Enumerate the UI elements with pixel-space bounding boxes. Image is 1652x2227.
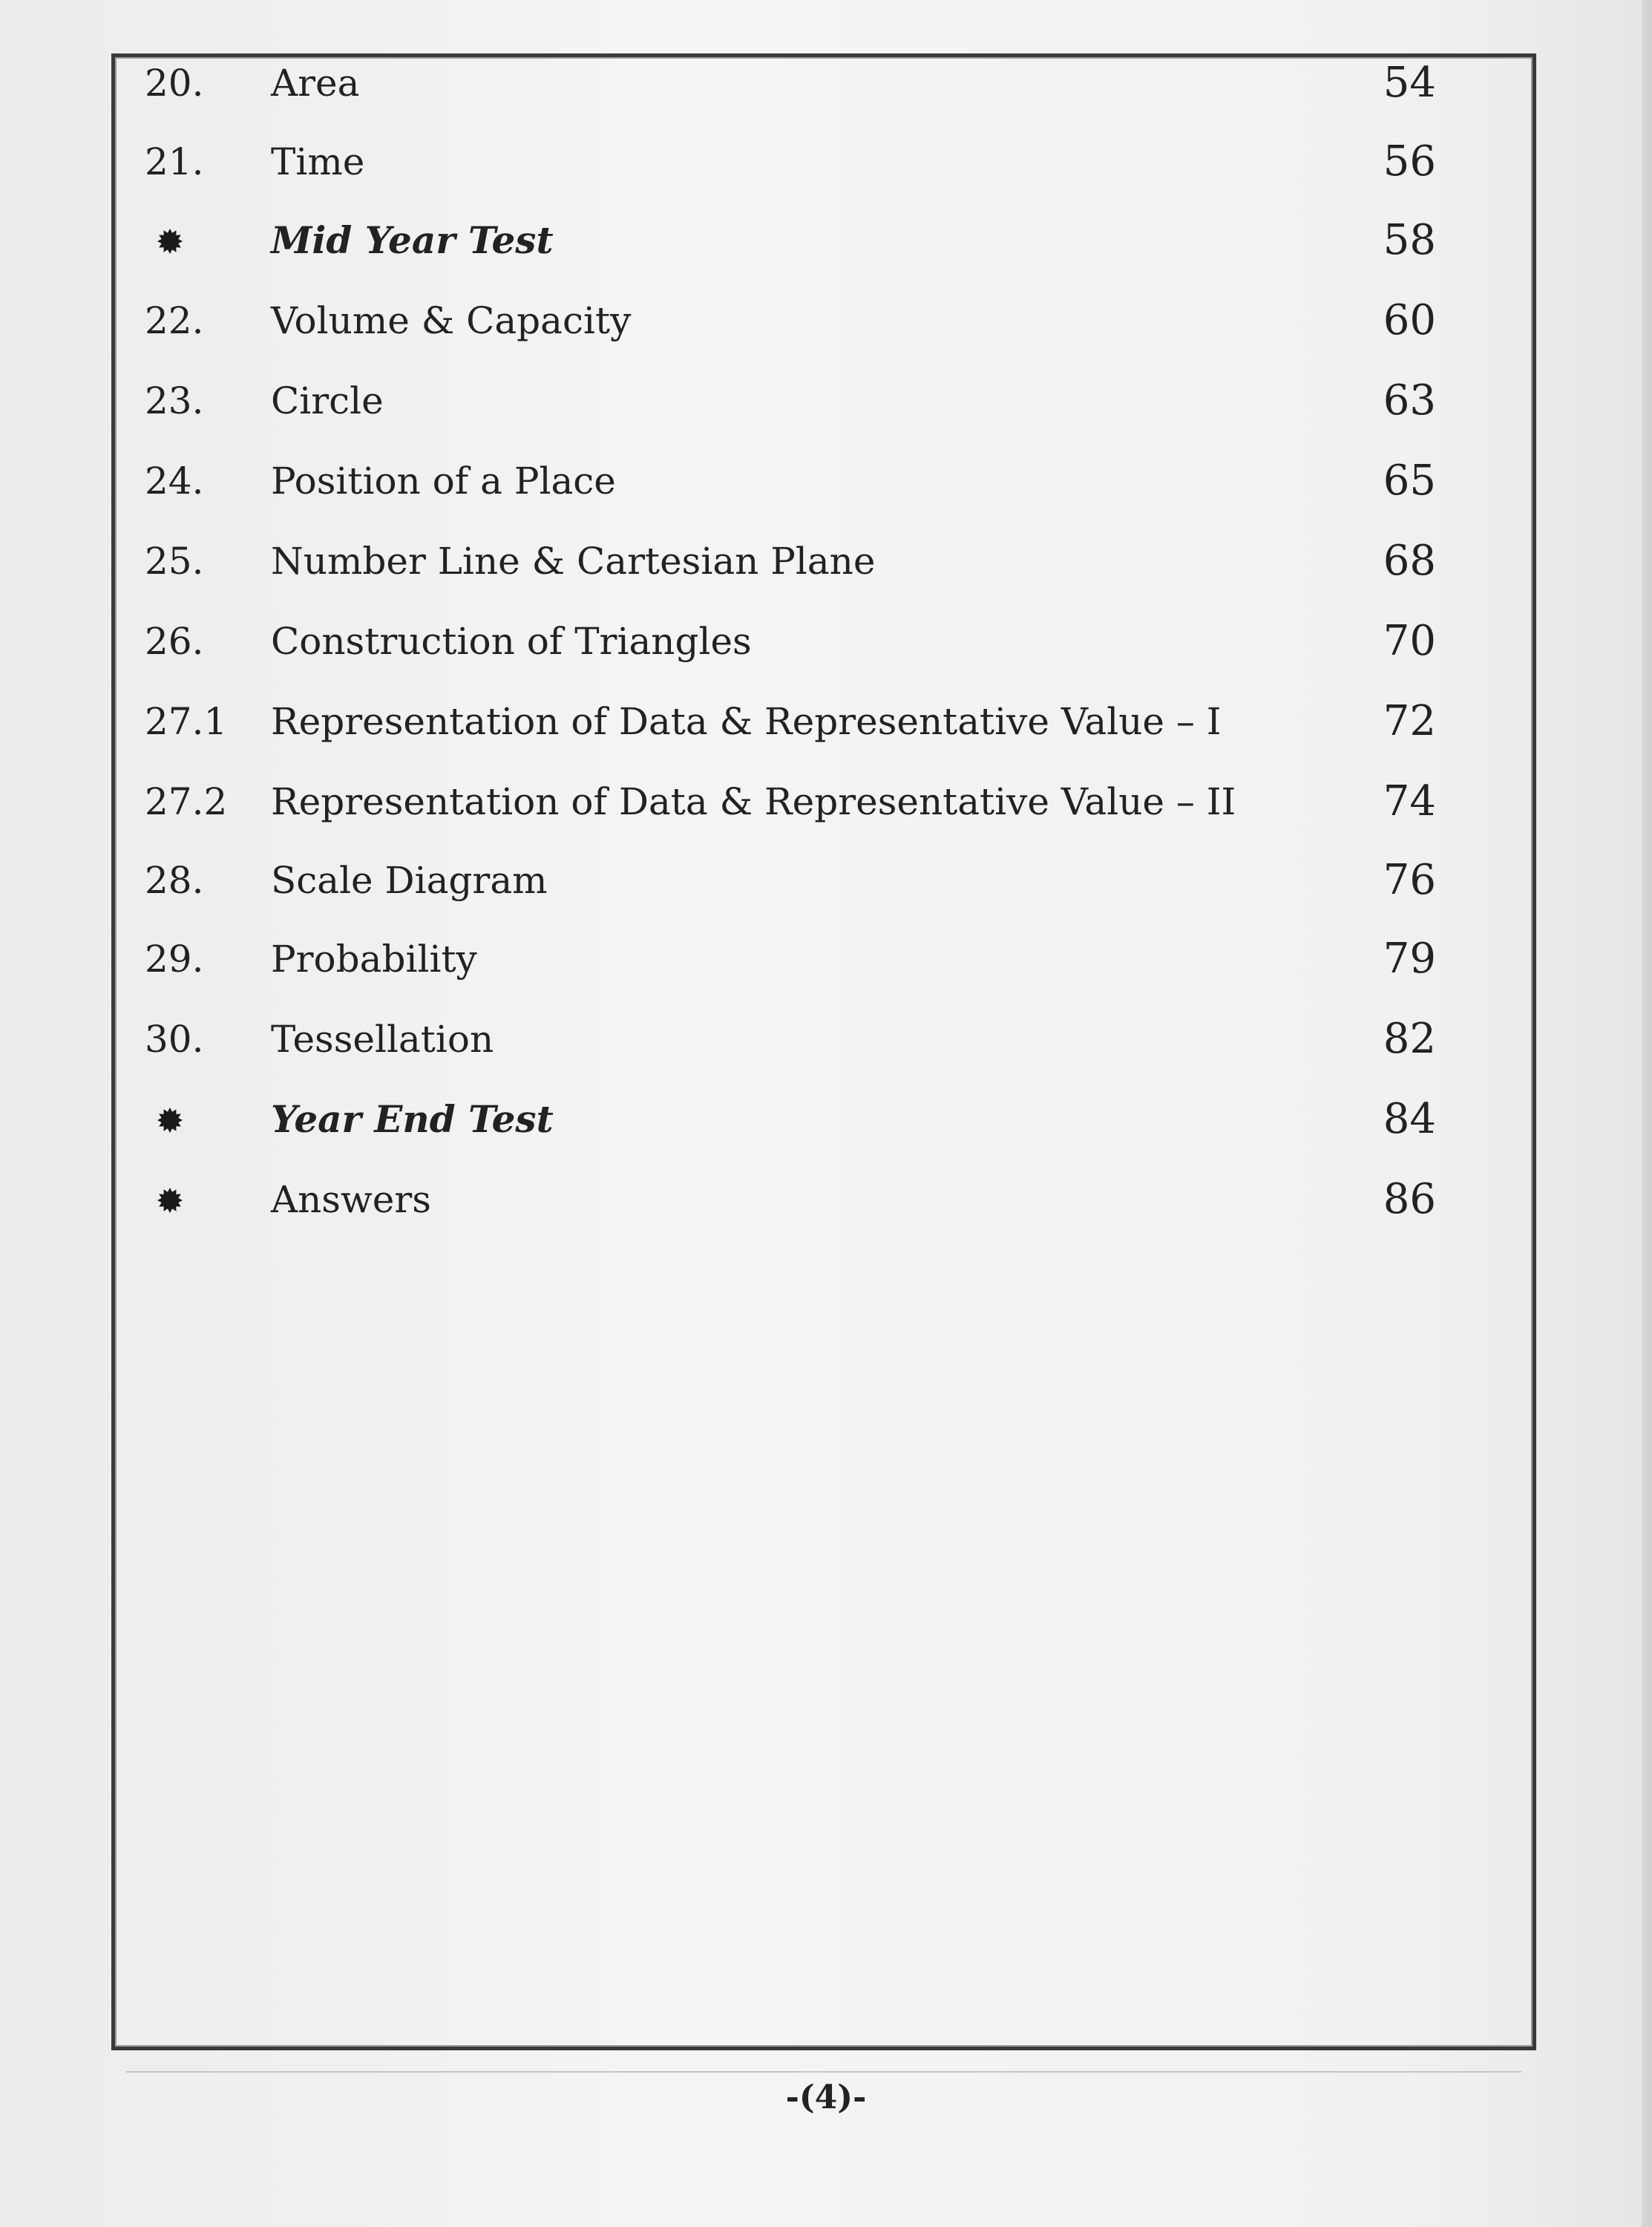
toc-entry: [115, 1006, 1533, 1073]
toc-entry-number: 27.2: [145, 780, 228, 823]
toc-entry-page: 79: [1383, 935, 1436, 983]
toc-entry: [115, 128, 1533, 195]
toc-entry-title: Number Line & Cartesian Plane: [271, 540, 876, 583]
toc-entry: [115, 926, 1533, 992]
toc-entry-page: 58: [1383, 216, 1436, 264]
starburst-bullet-icon: [157, 1187, 183, 1214]
toc-entry-title: Representation of Data & Representative Value – II: [271, 780, 1236, 823]
table-of-contents-frame: [111, 53, 1536, 2050]
toc-entry-page: 56: [1383, 137, 1436, 186]
toc-entry-number: 27.1: [145, 700, 228, 743]
toc-entry-page: 82: [1383, 1015, 1436, 1063]
toc-entry: [115, 1086, 1533, 1153]
toc-entry: [115, 608, 1533, 675]
toc-entry-number: 29.: [145, 938, 204, 981]
toc-entry: [115, 528, 1533, 595]
toc-entry: [115, 207, 1533, 274]
toc-entry-number: 22.: [145, 299, 204, 342]
toc-entry-title: Mid Year Test: [271, 218, 554, 262]
toc-entry-page: 74: [1383, 777, 1436, 825]
page-number: -(4)-: [785, 2079, 867, 2116]
toc-entry-number: 23.: [145, 379, 204, 422]
toc-entry-page: 70: [1383, 617, 1436, 665]
toc-entry-page: 63: [1383, 376, 1436, 425]
toc-entry: [115, 367, 1533, 434]
toc-entry: [115, 1166, 1533, 1233]
toc-entry-number: 21.: [145, 140, 204, 183]
toc-entry-page: 86: [1383, 1175, 1436, 1223]
toc-entry: [115, 50, 1533, 117]
toc-entry-title: Position of a Place: [271, 460, 616, 503]
toc-entry: [115, 847, 1533, 914]
toc-entry-title: Circle: [271, 379, 384, 422]
toc-entry-title: Volume & Capacity: [271, 299, 632, 342]
toc-entry-page: 72: [1383, 697, 1436, 745]
toc-entry-title: Representation of Data & Representative Value – I: [271, 700, 1222, 743]
toc-entry-title: Probability: [271, 938, 477, 981]
toc-entry-title: Answers: [271, 1178, 431, 1221]
starburst-bullet-icon: [157, 1107, 183, 1134]
toc-entry-number: 30.: [145, 1018, 204, 1061]
toc-entry: [115, 448, 1533, 514]
starburst-bullet-icon: [157, 228, 183, 255]
toc-entry-title: Scale Diagram: [271, 859, 548, 902]
toc-entry-page: 54: [1383, 59, 1436, 107]
toc-entry: [115, 768, 1533, 835]
toc-entry-title: Area: [271, 62, 360, 105]
toc-entry-number: 20.: [145, 62, 204, 105]
toc-entry-title: Tessellation: [271, 1018, 494, 1061]
toc-entry-page: 65: [1383, 457, 1436, 505]
toc-entry-number: 26.: [145, 620, 204, 663]
toc-entry: [115, 287, 1533, 354]
toc-entry-number: 25.: [145, 540, 204, 583]
toc-entry: [115, 688, 1533, 755]
footer-divider: [126, 2071, 1521, 2073]
toc-entry-page: 68: [1383, 537, 1436, 585]
toc-entry-title: Year End Test: [271, 1097, 554, 1141]
toc-entry-number: 28.: [145, 859, 204, 902]
toc-entry-page: 84: [1383, 1095, 1436, 1143]
toc-entry-title: Time: [271, 140, 365, 183]
toc-entry-title: Construction of Triangles: [271, 620, 752, 663]
toc-entry-page: 76: [1383, 856, 1436, 904]
toc-entry-page: 60: [1383, 296, 1436, 344]
page-edge-shadow: [1642, 0, 1652, 2227]
toc-entry-number: 24.: [145, 460, 204, 503]
